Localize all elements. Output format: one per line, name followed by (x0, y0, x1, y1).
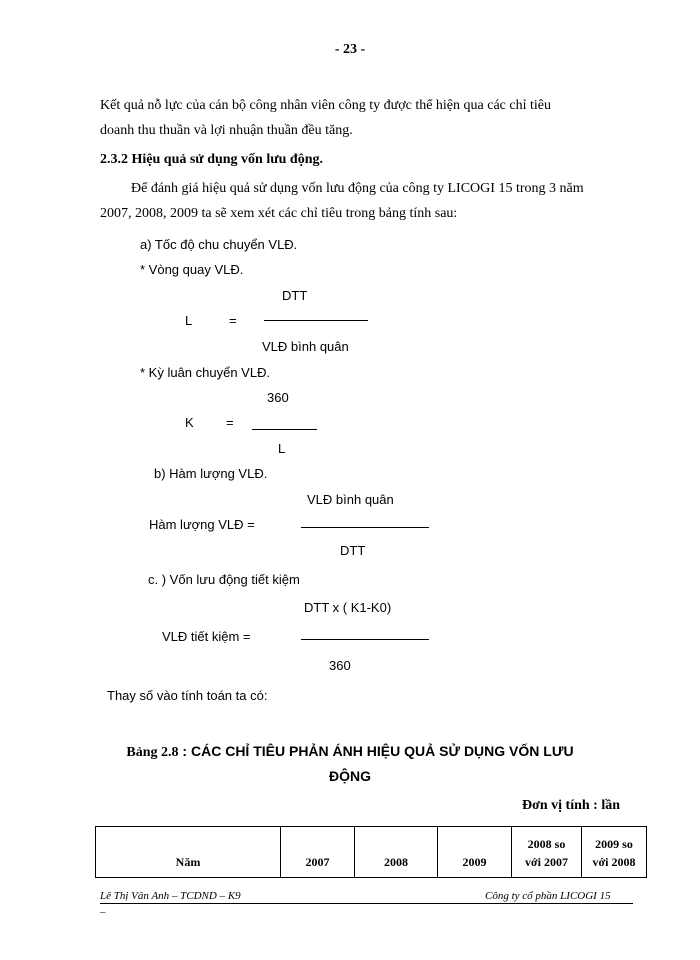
L-equals: = (229, 313, 237, 328)
S-lhs: VLĐ tiết kiệm = (162, 629, 251, 644)
section-heading: 2.3.2 Hiệu quả sử dụng vốn lưu động. (100, 152, 323, 167)
H-lhs: Hàm lượng VLĐ = (149, 517, 255, 532)
table-title-line-2-text: ĐỘNG (329, 768, 371, 784)
H-denominator: DTT (340, 543, 366, 558)
header-2009-vs-2008-line-2: với 2008 (592, 855, 636, 869)
header-2008: 2008 (355, 827, 438, 878)
table-title-prefix: Bảng 2.8 (126, 745, 179, 760)
cycle-label: * Kỳ luân chuyển VLĐ. (140, 365, 271, 380)
header-2007: 2007 (281, 827, 355, 878)
H-fraction-line (301, 527, 429, 528)
L-numerator: DTT (282, 288, 308, 303)
page-number: - 23 - (334, 42, 366, 57)
H-numerator: VLĐ bình quân (307, 492, 394, 507)
K-fraction-line (252, 429, 317, 430)
footer-dash: – (100, 906, 106, 918)
header-2009: 2009 (438, 827, 512, 878)
K-numerator: 360 (267, 390, 289, 405)
L-lhs: L (185, 313, 193, 328)
table-title-rest: : CÁC CHỈ TIÊU PHẢN ÁNH HIỆU QUẢ SỬ DỤNG VỐN LƯU (178, 743, 574, 759)
formula-b-label: b) Hàm lượng VLĐ. (154, 466, 268, 481)
footer-company: Công ty cổ phần LICOGI 15 (485, 890, 611, 902)
section-para-line-2: 2007, 2008, 2009 ta sẽ xem xét các chỉ tiêu trong bảng tính sau: (100, 206, 458, 221)
S-fraction-line (301, 639, 429, 640)
K-denominator: L (278, 441, 286, 456)
substitute-line: Thay số vào tính toán ta có: (107, 688, 268, 703)
K-lhs: K (185, 415, 194, 430)
table-header-row (96, 827, 647, 878)
table-title-line-2 (0, 768, 700, 786)
header-2008-vs-2007-line-2: với 2007 (525, 855, 568, 869)
header-nam: Năm (96, 827, 281, 878)
header-2008-vs-2007 (512, 827, 582, 878)
header-2009-vs-2008-line-1: 2009 so (595, 837, 633, 851)
header-2009-vs-2008 (582, 827, 647, 878)
intro-line-1: Kết quả nỗ lực của cán bộ công nhân viên công ty được thể hiện qua các chỉ tiêu (100, 98, 551, 113)
turnover-label: * Vòng quay VLĐ. (140, 262, 244, 277)
table-unit: Đơn vị tính : lần (522, 798, 620, 813)
S-numerator: DTT x ( K1-K0) (304, 600, 392, 615)
S-denominator: 360 (329, 658, 351, 673)
footer-rule (100, 903, 633, 904)
L-denominator: VLĐ bình quân (262, 339, 349, 354)
K-equals: = (226, 415, 234, 430)
intro-line-2: doanh thu thuần và lợi nhuận thuần đều tăng. (100, 123, 353, 138)
footer-author: Lê Thị Vân Anh – TCDND – K9 (100, 890, 241, 902)
L-fraction-line (264, 320, 368, 321)
section-para-line-1: Để đánh giá hiệu quả sử dụng vốn lưu động của công ty LICOGI 15 trong 3 năm (131, 181, 584, 196)
formula-c-label: c. ) Vốn lưu động tiết kiệm (148, 572, 300, 587)
efficiency-table (95, 826, 647, 878)
header-2008-vs-2007-line-1: 2008 so (527, 837, 566, 851)
table-title (0, 743, 700, 761)
formula-a-label: a) Tốc độ chu chuyển VLĐ. (140, 237, 298, 252)
